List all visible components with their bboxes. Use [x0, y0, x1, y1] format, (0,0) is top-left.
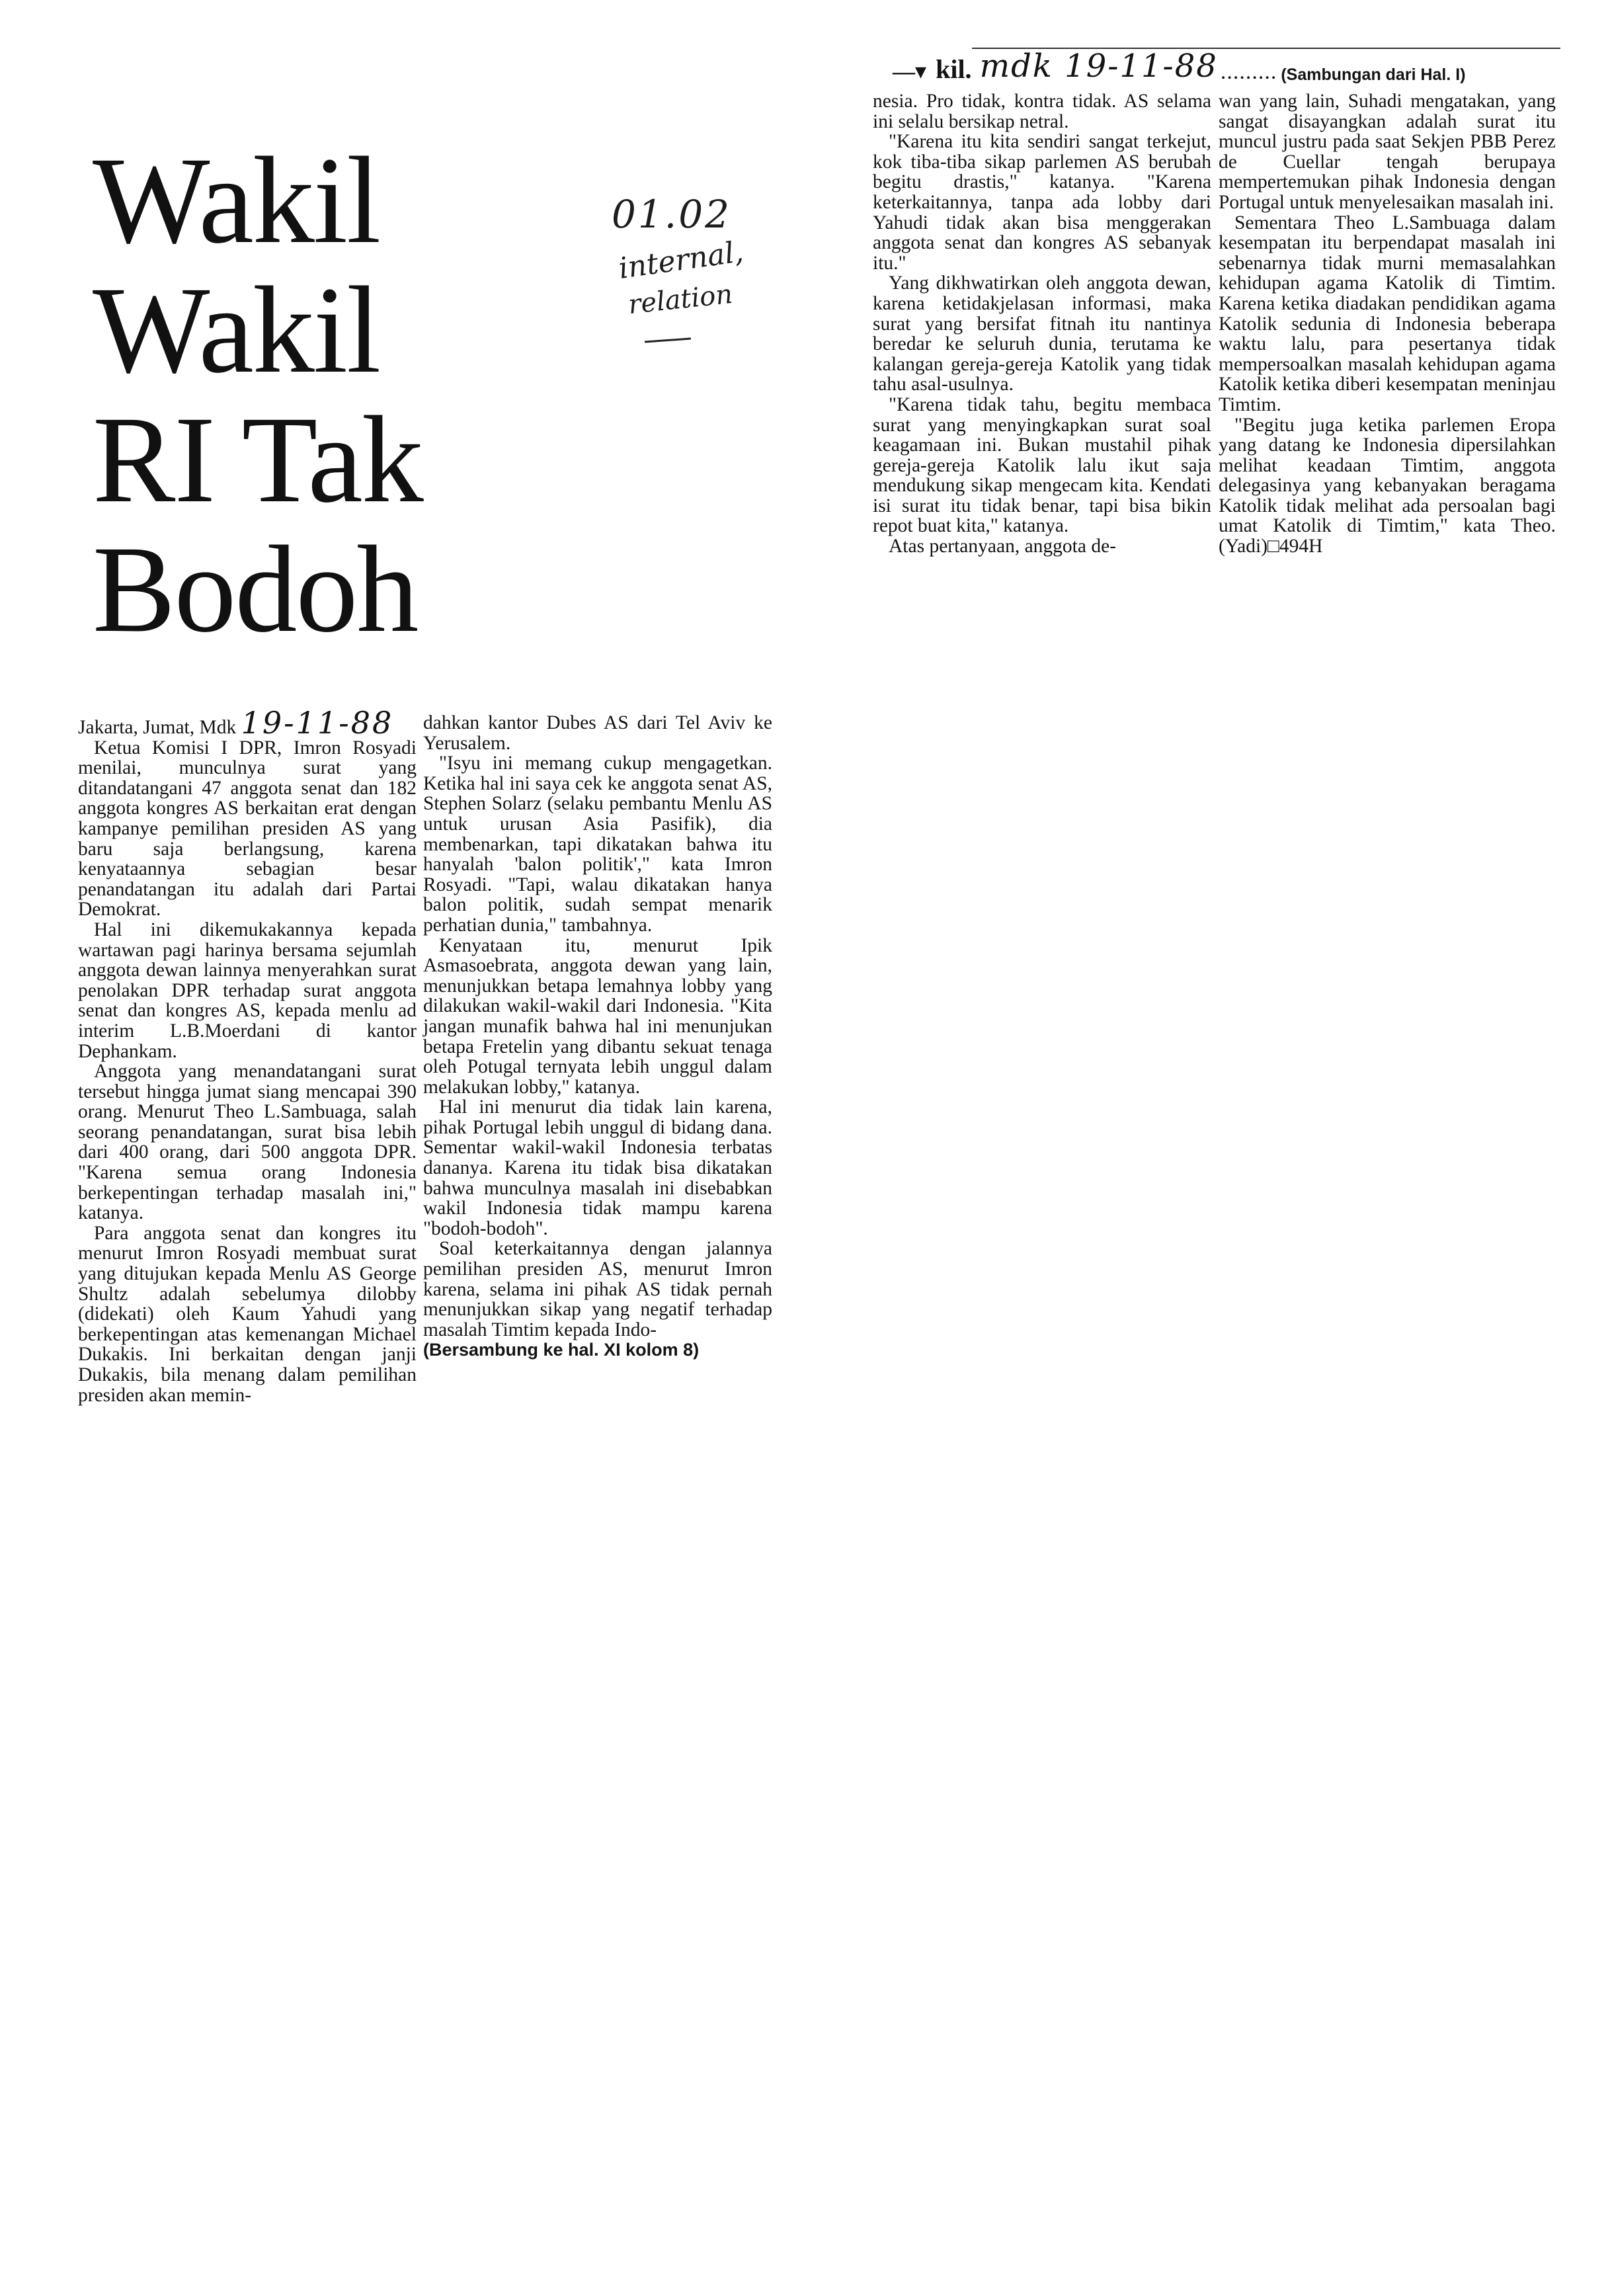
paragraph: Para anggota senat dan kongres itu menurut Imron Rosyadi membuat surat yang ditujukan kepada Menlu AS George Shultz adalah sebelumya dilobby (didekati) oleh Kaum Yahudi yang berkepentingan atas kemenangan Michael Dukakis. Ini berkaitan dengan janji Dukakis, bila menang dalam pemilihan presiden akan memin- — [78, 1222, 417, 1406]
paragraph: dahkan kantor Dubes AS dari Tel Aviv ke Yerusalem. — [423, 712, 772, 754]
handwritten-code: 01.02 — [612, 192, 732, 237]
headline-line-2: Wakil — [93, 261, 380, 399]
headline-line-4: Bodoh — [93, 520, 418, 658]
continued-note — [423, 1340, 772, 1360]
handwritten-dash — [645, 338, 691, 343]
paragraph: wan yang lain, Suhadi mengatakan, yang sangat disayangkan adalah surat itu muncul justru pada saat Sekjen PBB Perez de Cuellar tengah berupaya mempertemukan pihak Indonesia dengan Portugal untuk menyelesaikan masalah ini. — [1219, 91, 1556, 213]
article-column-4 — [1219, 91, 1556, 557]
paragraph: "Karena tidak tahu, begitu membaca surat yang menyingkapkan surat soal keagamaan ini. Bukan mustahil pihak gereja-gereja Katolik lalu ikut saja mendukung sikap mengecam kita. Kendati isi surat itu tidak benar, tapi bisa bikin repot buat kita," katanya. — [873, 393, 1211, 537]
paragraph: Hal ini menurut dia tidak lain karena, pihak Portugal lebih unggul di bidang dana. Sementar wakil-wakil Indonesia terbatas dananya. Karena itu tidak bisa dikatakan bahwa munculnya masalah ini disebabkan wakil Indonesia tidak mampu karena "bodoh-bodoh". — [423, 1096, 772, 1239]
arrow-icon: —▾ — [893, 60, 927, 84]
continued-note-text: (Bersambung ke hal. XI kolom 8) — [423, 1340, 700, 1360]
paragraph: "Isyu ini memang cukup mengagetkan. Ketika hal ini saya cek ke anggota senat AS, Stephen Solarz (selaku pembantu Menlu AS untuk urusan Asia Pasifik), dia membenarkan, tapi dikatakan bahwa itu hanyalah 'balon politik'," kata Imron Rosyadi. "Tapi, walau dikatakan hanya balon politik, sudah sempat menarik perhatian dunia," tambahnya. — [423, 753, 772, 936]
article-column-1 — [78, 705, 417, 1406]
paragraph: Atas pertanyaan, anggota de- — [889, 536, 1117, 557]
handwritten-note-line2: relation — [627, 278, 735, 321]
headline — [93, 131, 555, 658]
paragraph: nesia. Pro tidak, kontra tidak. AS selama ini selalu bersikap netral. — [873, 91, 1211, 132]
headline-line-3: RI Tak — [93, 390, 422, 528]
continuation-kil: kil. — [936, 54, 972, 84]
paragraph: Ketua Komisi I DPR, Imron Rosyadi menilai, munculnya surat yang ditandatangani 47 anggota senat dan 182 anggota kongres AS berkaitan erat dengan kampanye pemilihan presiden AS yang baru saja berlangsung, karena kenyataannya sebagian besar penandatangan itu adalah dari Partai Demokrat. — [78, 737, 417, 921]
continuation-header — [893, 41, 1562, 85]
dateline — [78, 705, 417, 741]
paragraph: Sementara Theo L.Sambuaga dalam kesempatan itu berpendapat masalah ini sebenarnya tidak murni memasalahkan kehidupan agama Katolik di Timtim. Karena ketika diadakan pendidikan agama Katolik sedunia di Indonesia beberapa waktu lalu, para pesertanya tidak mempersoalkan masalah kehidupan agama Katolik ketika diberi kesempatan meninjau Timtim. — [1219, 212, 1556, 415]
paragraph: Kenyataan itu, menurut Ipik Asmasoebrata, anggota dewan yang lain, menunjukkan betapa lemahnya lobby yang dilakukan wakil-wakil dari Indonesia. "Kita jangan munafik bahwa hal ini menunjukan betapa Fretelin yang dibantu sekuat tenaga oleh Potugal ternyata lebih unggul dalam melakukan lobby," katanya. — [423, 934, 772, 1098]
paragraph: Anggota yang menandatangani surat tersebut hingga jumat siang mencapai 390 orang. Menurut Theo L.Sambuaga, salah seorang penandatangan, surat bisa lebih dari 400 orang, dari 500 anggota DPR. "Karena semua orang Indonesia berkepentingan terhadap masalah ini," katanya. — [78, 1061, 417, 1224]
handwritten-note-line1: internal, — [616, 235, 746, 286]
article-column-2 — [423, 713, 772, 1360]
continuation-label: (Sambungan dari Hal. I) — [1281, 65, 1466, 84]
continuation-dots: ......... — [1220, 60, 1277, 84]
continuation-handwritten-date: mdk 19-11-88 — [979, 48, 1218, 85]
article-column-3 — [873, 91, 1211, 557]
paragraph: "Begitu juga ketika parlemen Eropa yang datang ke Indonesia dipersilahkan melihat keadaan Timtim, anggota delegasinya yang kebanyakan beragama Katolik tidak melihat ada persoalan bagi umat Katolik di Timtim," kata Theo. (Yadi)□494H — [1219, 414, 1556, 557]
dateline-text: Jakarta, Jumat, Mdk — [78, 717, 237, 738]
paragraph: Soal keterkaitannya dengan jalannya pemilihan presiden AS, menurut Imron karena, selama ini pihak AS tidak pernah menunjukkan sikap yang negatif terhadap masalah Timtim kepada Indo- — [423, 1238, 772, 1340]
dateline-handwritten-date: 19-11-88 — [241, 705, 394, 741]
paragraph: Yang dikhwatirkan oleh anggota dewan, karena ketidakjelasan informasi, maka surat yang bersifat fitnah itu nantinya beredar ke seluruh dunia, terutama ke kalangan gereja-gereja Katolik yang tidak tahu asal-usulnya. — [873, 272, 1211, 395]
paragraph: Hal ini dikemukakannya kepada wartawan pagi harinya bersama sejumlah anggota dewan lainnya menyerahkan surat penolakan DPR terhadap surat anggota senat dan kongres AS, kepada menlu ad interim L.B.Moerdani di kantor Dephankam. — [78, 919, 417, 1062]
headline-line-1: Wakil — [93, 131, 380, 269]
paragraph: "Karena itu kita sendiri sangat terkejut, kok tiba-tiba sikap parlemen AS berubah begitu drastis," katanya. "Karena keterkaitannya, tanpa ada lobby dari Yahudi tidak akan bisa menggerakan anggota senat dan kongres AS sebanyak itu." — [873, 131, 1211, 274]
